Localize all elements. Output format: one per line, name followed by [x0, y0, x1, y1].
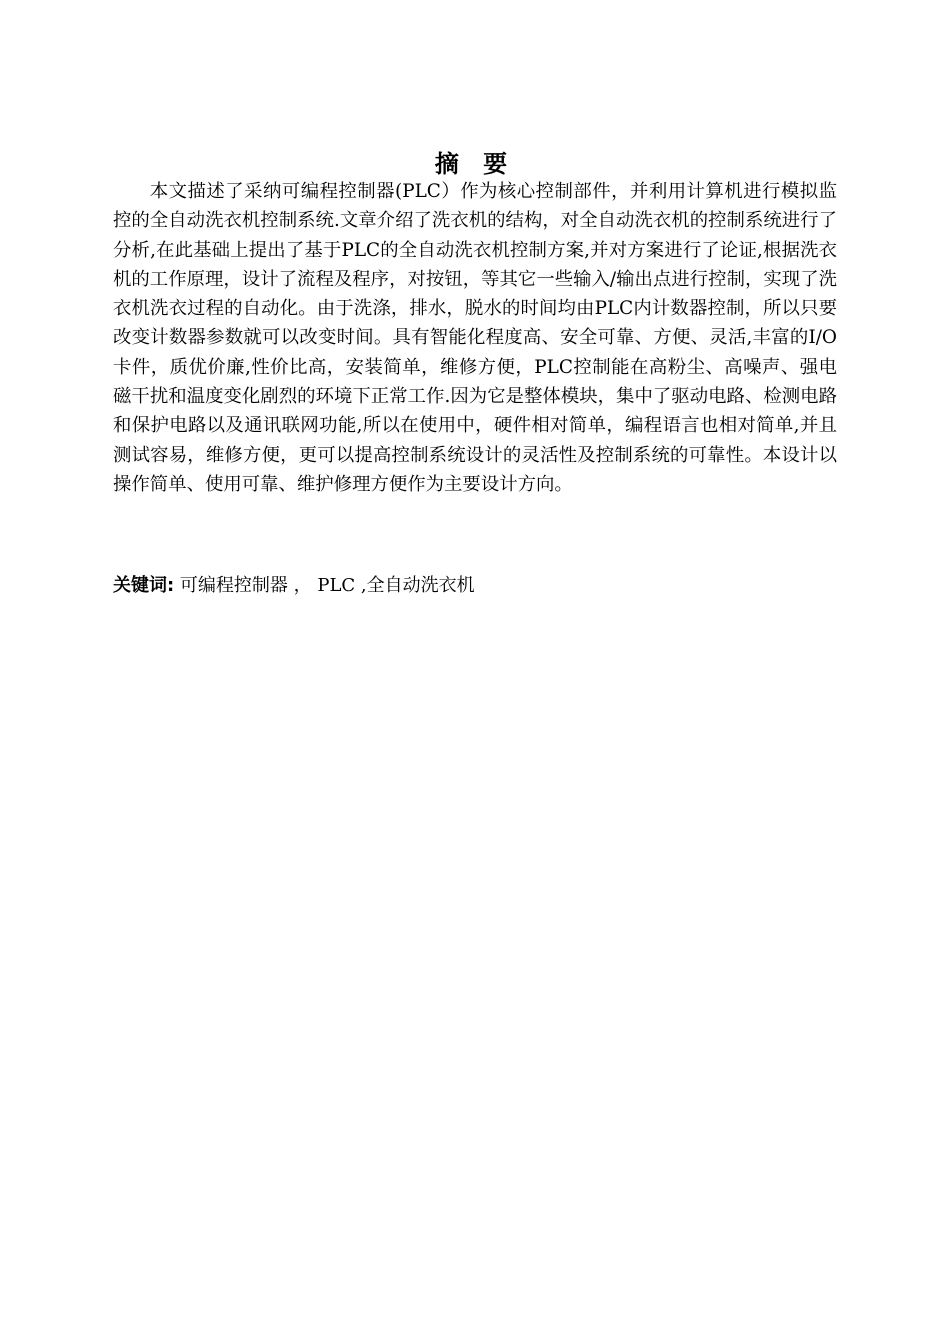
abstract-title: 摘 要: [434, 150, 516, 178]
keywords-label: 关键词:: [113, 575, 175, 596]
keywords-line: [113, 572, 837, 600]
keywords-text: 可编程控制器 ， PLC ,全自动洗衣机: [174, 575, 475, 596]
abstract-paragraph: 本文描述了采纳可编程控制器(PLC）作为核心控制部件，并利用计算机进行模拟监控的全自动洗衣机控制系统.文章介绍了洗衣机的结构，对全自动洗衣机的控制系统进行了分析,在此基础上提出了基于PLC的全自动洗衣机控制方案,并对方案进行了论证,根据洗衣机的工作原理，设计了流程及程序，对按钮，等其它一些输入/输出点进行控制，实现了洗衣机洗衣过程的自动化。由于洗涤，排水，脱水的时间均由PLC内计数器控制，所以只要改变计数器参数就可以改变时间。具有智能化程度高、安全可靠、方便、灵活,丰富的I/O卡件，质优价廉,性价比高，安装简单，维修方便，PLC控制能在高粉尘、高噪声、强电磁干扰和温度变化剧烈的环境下正常工作.因为它是整体模块，集中了驱动电路、检测电路和保护电路以及通讯联网功能,所以在使用中，硬件相对简单，编程语言也相对简单,并且测试容易，维修方便，更可以提高控制系统设计的灵活性及控制系统的可靠性。本设计以操作简单、使用可靠、维护修理方便作为主要设计方向。: [113, 181, 837, 495]
